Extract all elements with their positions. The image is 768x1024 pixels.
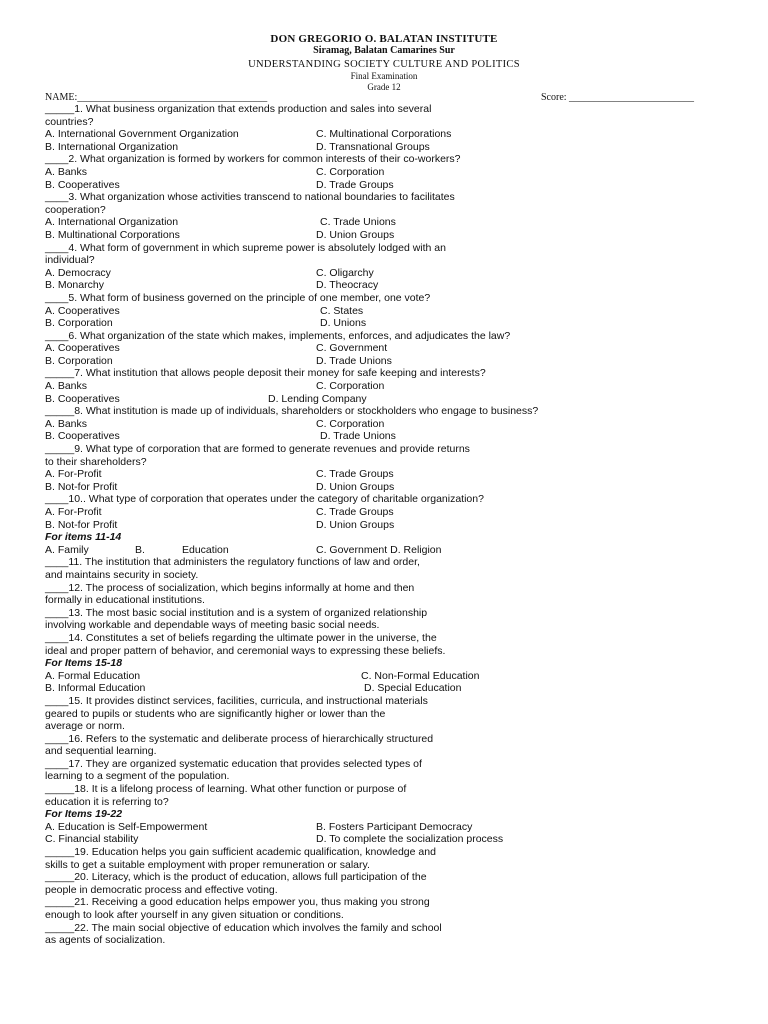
choice-left: A. Cooperatives — [45, 342, 120, 355]
choice-row — [45, 821, 745, 834]
choice-right: D. Unions — [320, 317, 367, 330]
choice-left: B. Multinational Corporations — [45, 228, 180, 241]
question-line — [45, 708, 745, 721]
question-line — [45, 607, 745, 620]
question-line — [45, 116, 745, 129]
question-text: average or norm. — [45, 720, 125, 733]
choice-left: B. Cooperatives — [45, 178, 120, 191]
choice-right: D. Trade Unions — [320, 430, 396, 443]
choice-row — [45, 317, 745, 330]
question-line — [45, 582, 745, 595]
choice-right: C. Government — [316, 342, 388, 355]
choice-row — [45, 141, 745, 154]
question-text: enough to look after yourself in any given situation or conditions. — [45, 909, 344, 921]
question-text: ideal and proper pattern of behavior, and ceremonial ways to expressing these beliefs. — [45, 644, 446, 657]
question-text: learning to a segment of the population. — [45, 770, 230, 783]
section-heading-text: For items 11-14 — [45, 531, 122, 544]
choice-left: B. Corporation — [45, 354, 113, 367]
choice-left: A. Banks — [45, 165, 88, 178]
question-line — [45, 632, 745, 645]
section-heading — [45, 531, 745, 544]
question-text: ____2. What organization is formed by workers for common interests of their co-workers? — [45, 153, 461, 166]
choice-row — [45, 229, 745, 242]
choice-right: C. Government D. Religion — [316, 543, 442, 556]
choice-left: A. For-Profit — [45, 506, 102, 518]
question-line — [45, 758, 745, 771]
question-text: skills to get a suitable employment with proper remuneration or salary. — [45, 858, 370, 871]
choice-right: C. Multinational Corporations — [316, 128, 452, 141]
choice-right: C. States — [320, 304, 364, 317]
question-text: ____6. What organization of the state which makes, implements, enforces, and adjudicates the law? — [45, 329, 511, 342]
choice-right: D. To complete the socialization process — [316, 833, 504, 846]
question-text: to their shareholders? — [45, 455, 147, 468]
question-line — [45, 204, 745, 217]
question-text: individual? — [45, 254, 95, 267]
question-text: ____14. Constitutes a set of beliefs regarding the ultimate power in the universe, the — [45, 631, 437, 644]
question-line — [45, 720, 745, 733]
choice-left: B. Monarchy — [45, 279, 104, 292]
choice-middle-text: Education — [182, 543, 229, 556]
question-text: ____12. The process of socialization, which begins informally at home and then — [45, 581, 415, 594]
section-heading — [45, 657, 745, 670]
choice-row — [45, 179, 745, 192]
choice-left: A. Formal Education — [45, 669, 141, 682]
question-line — [45, 456, 745, 469]
question-line — [45, 859, 745, 872]
choice-left: A. Education is Self-Empowerment — [45, 820, 208, 833]
name-field-label: NAME:______________________________________ — [45, 92, 268, 103]
question-line — [45, 405, 745, 418]
question-line — [45, 330, 745, 343]
choice-right: C. Corporation — [316, 417, 385, 430]
choice-row — [45, 393, 745, 406]
choice-row — [45, 128, 745, 141]
question-line — [45, 594, 745, 607]
question-text: countries? — [45, 115, 94, 128]
choice-left: B. Not-for Profit — [45, 480, 118, 493]
question-text: involving workable and dependable ways of meeting basic social needs. — [45, 619, 380, 632]
section-heading-text: For Items 15-18 — [45, 657, 123, 670]
exam-questions — [45, 103, 745, 947]
question-text: _____21. Receiving a good education helps empower you, thus making you strong — [45, 896, 430, 909]
question-line — [45, 292, 745, 305]
choice-row — [45, 418, 745, 431]
choice-left: B. Cooperatives — [45, 392, 120, 405]
question-text: education it is referring to? — [45, 795, 169, 808]
school-address: Siramag, Balatan Camarines Sur — [313, 45, 455, 56]
question-text: ____16. Refers to the systematic and deliberate process of hierarchically structured — [45, 732, 434, 745]
subject-title: UNDERSTANDING SOCIETY CULTURE AND POLITICS — [248, 59, 520, 70]
choice-middle-letter: B. — [135, 543, 145, 556]
choice-left: B. Informal Education — [45, 682, 146, 695]
choice-row — [45, 267, 745, 280]
question-text: formally in educational institutions. — [45, 594, 205, 607]
section-heading-text: For Items 19-22 — [45, 808, 123, 821]
choice-right: C. Oligarchy — [316, 266, 374, 279]
question-text: ____10.. What type of corporation that operates under the category of charitable organization? — [45, 493, 484, 506]
question-line — [45, 254, 745, 267]
choice-row — [45, 481, 745, 494]
choice-right: D. Lending Company — [268, 392, 367, 405]
question-line — [45, 153, 745, 166]
question-text: ____3. What organization whose activities transcend to national boundaries to facilitates — [45, 191, 455, 204]
question-line — [45, 556, 745, 569]
choice-left: B. International Organization — [45, 140, 179, 153]
question-text: ____15. It provides distinct services, facilities, curricula, and instructional materials — [45, 694, 428, 707]
question-text: _____20. Literacy, which is the product of education, allows full participation of the — [45, 871, 427, 884]
choice-row — [45, 305, 745, 318]
question-line — [45, 103, 745, 116]
question-text: _____22. The main social objective of education which involves the family and school — [45, 921, 442, 934]
choice-right: D. Union Groups — [316, 480, 395, 493]
question-line — [45, 884, 745, 897]
question-line — [45, 695, 745, 708]
section-heading — [45, 808, 745, 821]
question-line — [45, 645, 745, 658]
question-text: ____4. What form of government in which supreme power is absolutely lodged with an — [45, 241, 446, 254]
question-line — [45, 569, 745, 582]
exam-title: Final Examination — [350, 71, 418, 81]
choice-left: A. For-Profit — [45, 468, 102, 481]
choice-row — [45, 380, 745, 393]
question-text: _____1. What business organization that extends production and sales into several — [45, 103, 432, 115]
choice-row — [45, 506, 745, 519]
score-field-label: Score: _________________________ — [541, 92, 695, 103]
question-line — [45, 770, 745, 783]
question-line — [45, 493, 745, 506]
question-text: ____17. They are organized systematic education that provides selected types of — [45, 757, 422, 770]
choice-row — [45, 519, 745, 532]
question-line — [45, 934, 745, 947]
choice-row — [45, 355, 745, 368]
question-line — [45, 896, 745, 909]
question-line — [45, 871, 745, 884]
choice-row — [45, 670, 745, 683]
choice-row — [45, 279, 745, 292]
choice-row — [45, 216, 745, 229]
choice-row — [45, 342, 745, 355]
choice-right: D. Transnational Groups — [316, 140, 430, 153]
question-text: _____8. What institution is made up of individuals, shareholders or stockholders who engage to business? — [45, 405, 539, 418]
choice-row — [45, 682, 745, 695]
question-line — [45, 733, 745, 746]
question-line — [45, 443, 745, 456]
school-name: DON GREGORIO O. BALATAN INSTITUTE — [270, 33, 498, 45]
choice-right: C. Trade Groups — [316, 468, 394, 481]
question-line — [45, 783, 745, 796]
choice-right: C. Trade Groups — [316, 506, 394, 518]
choice-right: C. Corporation — [316, 380, 385, 393]
question-text: people in democratic process and effective voting. — [45, 883, 278, 896]
question-text: _____9. What type of corporation that are formed to generate revenues and provide returns — [45, 443, 470, 456]
question-text: ____13. The most basic social institution and is a system of organized relationship — [45, 606, 428, 619]
choice-row — [45, 166, 745, 179]
choice-left: A. Banks — [45, 417, 88, 430]
question-text: ____5. What form of business governed on the principle of one member, one vote? — [45, 291, 431, 304]
question-text: ____11. The institution that administers the regulatory functions of law and order, — [45, 556, 420, 569]
choice-right: C. Non-Formal Education — [361, 669, 480, 682]
choice-right: C. Trade Unions — [320, 216, 396, 229]
question-line — [45, 796, 745, 809]
choice-left: B. Corporation — [45, 317, 113, 330]
question-line — [45, 846, 745, 859]
choice-right: C. Corporation — [316, 165, 385, 178]
choice-right: D. Union Groups — [316, 228, 395, 241]
question-text: _____19. Education helps you gain sufficient academic qualification, knowledge and — [45, 846, 436, 859]
choice-right: D. Special Education — [364, 682, 462, 695]
question-text: and maintains security in society. — [45, 568, 199, 581]
question-line — [45, 745, 745, 758]
question-line — [45, 922, 745, 935]
choice-left: A. International Government Organization — [45, 128, 239, 141]
choice-row — [45, 430, 745, 443]
question-text: and sequential learning. — [45, 745, 157, 758]
choice-row — [45, 468, 745, 481]
question-text: cooperation? — [45, 203, 106, 216]
question-line — [45, 242, 745, 255]
choice-left: B. Cooperatives — [45, 430, 120, 443]
choice-row — [45, 833, 745, 846]
choice-right: D. Trade Unions — [316, 354, 392, 367]
choice-row — [45, 544, 745, 557]
question-text: _____7. What institution that allows people deposit their money for safe keeping and interests? — [45, 367, 486, 380]
choice-right: B. Fosters Participant Democracy — [316, 820, 473, 833]
choice-left: A. International Organization — [45, 216, 179, 229]
choice-left: B. Not-for Profit — [45, 518, 118, 531]
choice-right: D. Trade Groups — [316, 178, 394, 191]
choice-left: C. Financial stability — [45, 833, 139, 846]
question-line — [45, 367, 745, 380]
grade-level: Grade 12 — [367, 82, 401, 92]
question-line — [45, 191, 745, 204]
question-text: geared to pupils or students who are significantly higher or lower than the — [45, 707, 386, 720]
question-text: as agents of socialization. — [45, 934, 166, 947]
choice-left: A. Family — [45, 543, 89, 556]
choice-right: D. Theocracy — [316, 279, 379, 292]
choice-right: D. Union Groups — [316, 518, 395, 531]
choice-left: A. Cooperatives — [45, 304, 120, 317]
choice-left: A. Banks — [45, 380, 88, 393]
question-text: _____18. It is a lifelong process of learning. What other function or purpose of — [45, 783, 407, 796]
choice-left: A. Democracy — [45, 266, 111, 279]
question-line — [45, 909, 745, 922]
question-line — [45, 619, 745, 632]
